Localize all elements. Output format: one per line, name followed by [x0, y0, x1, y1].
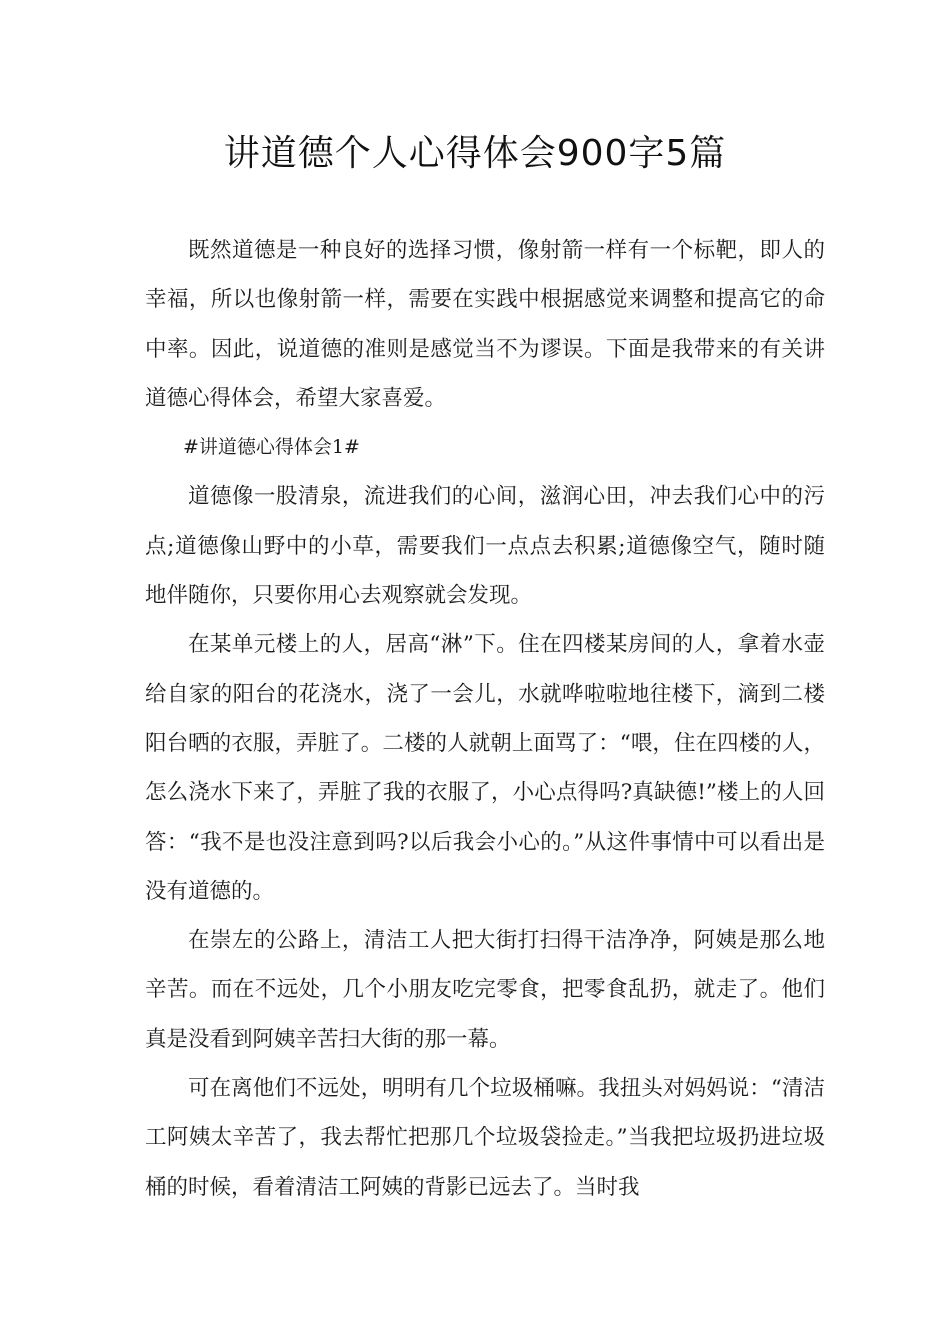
document-body [145, 226, 825, 1212]
paragraph: 在某单元楼上的人，居高“淋”下。住在四楼某房间的人，拿着水壶给自家的阳台的花浇水，浇了一会儿，水就哗啦啦地往楼下，滴到二楼阳台晒的衣服，弄脏了。二楼的人就朝上面骂了：“喂，住在四楼的人，怎么浇水下来了，弄脏了我的衣服了，小心点得吗?真缺德!”楼上的人回答：“我不是也没注意到吗?以后我会小心的。”从这件事情中可以看出是没有道德的。 [145, 632, 825, 904]
section-heading: #讲道德心得体会1# [183, 436, 360, 459]
paragraph: 在崇左的公路上，清洁工人把大街打扫得干洁净净，阿姨是那么地辛苦。而在不远处，几个小朋友吃完零食，把零食乱扔，就走了。他们真是没看到阿姨辛苦扫大街的那一幕。 [145, 928, 825, 1052]
document-title: 讲道德个人心得体会900字5篇 [223, 133, 727, 174]
paragraph: 道德像一股清泉，流进我们的心间，滋润心田，冲去我们心中的污点;道德像山野中的小草，需要我们一点点去积累;道德像空气，随时随地伴随你，只要你用心去观察就会发现。 [145, 484, 825, 609]
paragraph-intro: 既然道德是一种良好的选择习惯，像射箭一样有一个标靶，即人的幸福，所以也像射箭一样，需要在实践中根据感觉来调整和提高它的命中率。因此，说道德的准则是感觉当不为谬误。下面是我带来的有关讲道德心得体会，希望大家喜爱。 [145, 238, 825, 411]
paragraph: 可在离他们不远处，明明有几个垃圾桶嘛。我扭头对妈妈说：“清洁工阿姨太辛苦了，我去帮忙把那几个垃圾袋捡走。”当我把垃圾扔进垃圾桶的时候，看着清洁工阿姨的背影已远去了。当时我 [145, 1076, 825, 1200]
